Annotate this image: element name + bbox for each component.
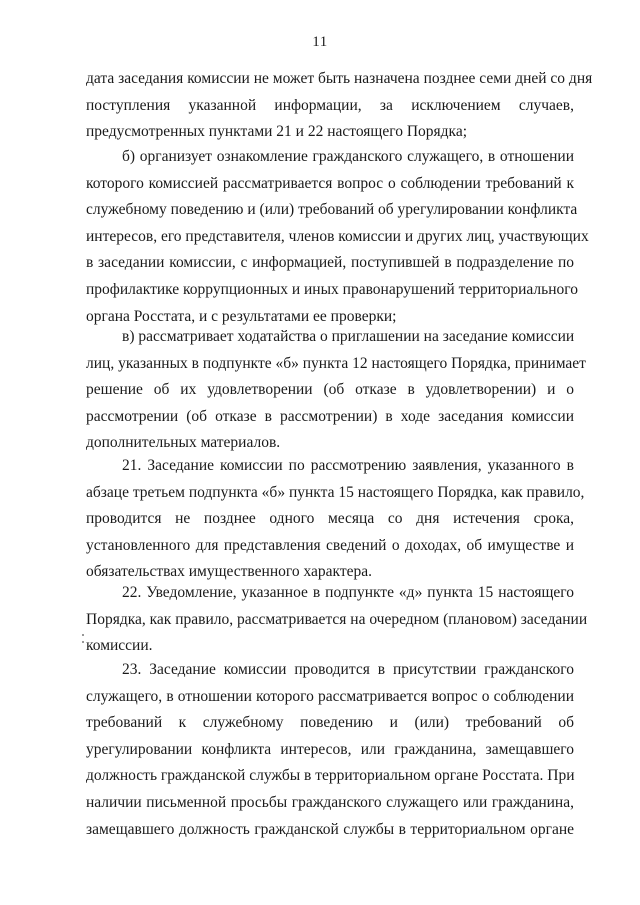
text-line: б) организует ознакомление гражданского служащего, в отношении xyxy=(122,148,574,165)
text-line: профилактике коррупционных и иных правонарушений территориального xyxy=(86,280,578,298)
text-line: установленного для представления сведений о доходах, об имуществе и xyxy=(86,536,574,554)
text-line: предусмотренных пунктами 21 и 22 настоящего Порядка; xyxy=(86,123,468,141)
text-line: поступления указанной информации, за исключением случаев, xyxy=(86,96,574,114)
text-line: 21. Заседание комиссии по рассмотрению заявления, указанного в xyxy=(122,457,574,474)
text-line: решение об их удовлетворении (об отказе в удовлетворении) и о xyxy=(86,381,574,399)
scan-speck xyxy=(82,634,84,636)
text-line: абзаце третьем подпункта «б» пункта 15 настоящего Порядка, как правило, xyxy=(86,483,585,501)
paragraph-item-v xyxy=(86,324,586,457)
text-line: Порядка, как правило, рассматривается на очередном (плановом) заседании xyxy=(86,610,588,628)
text-line: дата заседания комиссии не может быть назначена позднее семи дней со дня xyxy=(86,70,593,87)
text-line: в) рассматривает ходатайства о приглашении на заседание комиссии xyxy=(122,328,575,345)
text-line: замещавшего должность гражданской службы в территориальном органе xyxy=(86,820,574,838)
text-line: служебному поведению и (или) требований об урегулировании конфликта xyxy=(86,201,578,219)
paragraph-continuation xyxy=(86,66,593,146)
text-line: урегулировании конфликта интересов, или гражданина, замещавшего xyxy=(86,740,574,758)
text-line: служащего, в отношении которого рассматривается вопрос о соблюдении xyxy=(86,687,574,705)
text-line: интересов, его представителя, членов комиссии и других лиц, участвующих xyxy=(86,227,589,245)
text-line: проводится не позднее одного месяца со дня истечения срока, xyxy=(86,510,574,528)
scan-speck xyxy=(82,641,84,643)
text-line: лиц, указанных в подпункте «б» пункта 12 настоящего Порядка, принимает xyxy=(86,354,586,372)
text-line: наличии письменной просьбы гражданского служащего или гражданина, xyxy=(86,793,574,811)
paragraph-21 xyxy=(86,453,585,586)
text-line: в заседании комиссии, с информацией, поступившей в подразделение по xyxy=(86,254,574,272)
page-number: 11 xyxy=(312,34,328,50)
text-line: 22. Уведомление, указанное в подпункте «д» пункта 15 настоящего xyxy=(122,584,574,601)
text-line: дополнительных материалов. xyxy=(86,434,281,452)
paragraph-item-b xyxy=(86,144,589,330)
text-line: должность гражданской службы в территориальном органе Росстата. При xyxy=(86,767,575,785)
text-line: которого комиссией рассматривается вопрос о соблюдении требований к xyxy=(86,174,574,192)
text-line: органа Росстата, и с результатами ее проверки; xyxy=(86,307,397,325)
paragraph-22 xyxy=(86,580,588,660)
paragraph-23 xyxy=(86,657,574,843)
text-line: обязательствах имущественного характера. xyxy=(86,563,373,581)
text-line: комиссии. xyxy=(86,637,153,655)
text-line: 23. Заседание комиссии проводится в присутствии гражданского xyxy=(122,661,574,678)
text-line: требований к служебному поведению и (или) требований об xyxy=(86,714,574,732)
text-line: рассмотрении (об отказе в рассмотрении) в ходе заседания комиссии xyxy=(86,407,574,425)
